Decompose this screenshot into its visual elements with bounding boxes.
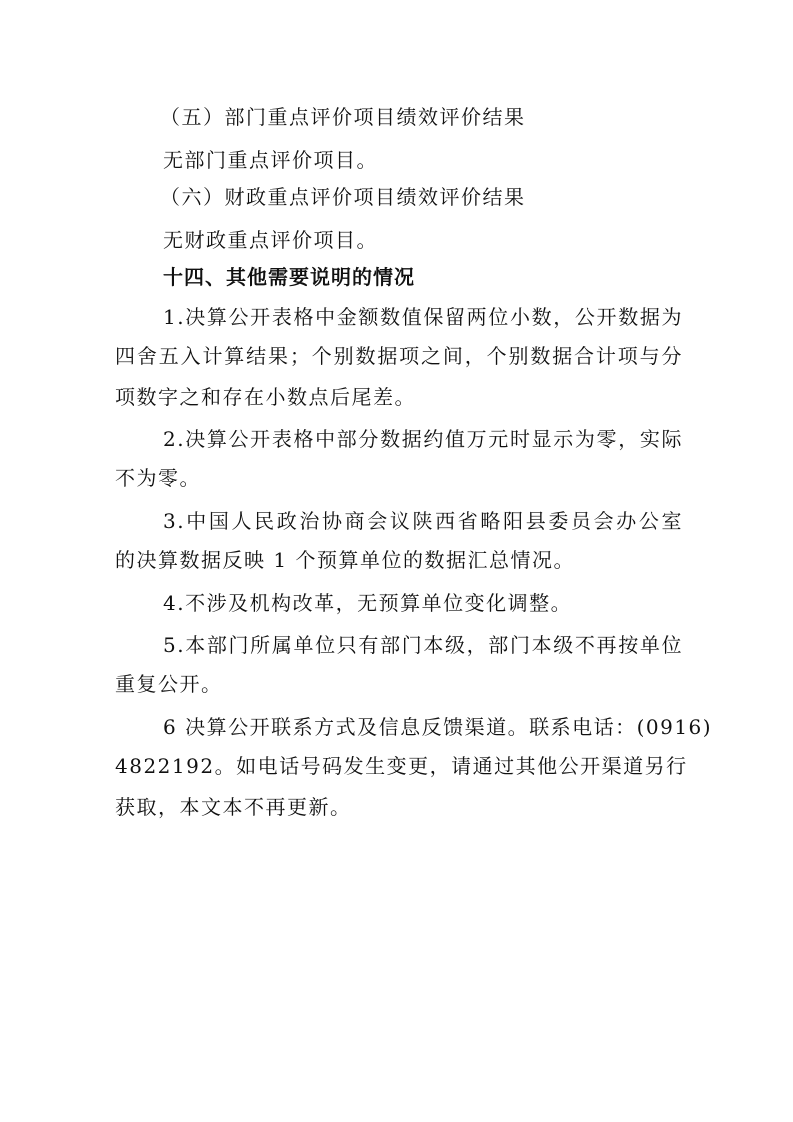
note-6-line-2: 4822192。如电话号码发生变更，请通过其他公开渠道另行 bbox=[115, 754, 688, 778]
note-1-line-2: 四舍五入计算结果；个别数据项之间，个别数据合计项与分 bbox=[115, 344, 683, 368]
note-4-line-1: 4.不涉及机构改革，无预算单位变化调整。 bbox=[163, 591, 573, 615]
note-3-line-1: 3.中国人民政治协商会议陕西省略阳县委员会办公室 bbox=[163, 509, 683, 533]
section-5-body: 无部门重点评价项目。 bbox=[163, 148, 378, 172]
note-1-line-1: 1.决算公开表格中金额数值保留两位小数，公开数据为 bbox=[163, 305, 683, 329]
note-6-line-1: 6 决算公开联系方式及信息反馈渠道。联系电话：(0916) bbox=[163, 715, 713, 739]
section-6-body: 无财政重点评价项目。 bbox=[163, 228, 378, 252]
section-14-heading: 十四、其他需要说明的情况 bbox=[163, 265, 415, 289]
note-2-line-2: 不为零。 bbox=[115, 466, 201, 490]
note-5-line-2: 重复公开。 bbox=[115, 672, 223, 696]
section-6-heading: （六）财政重点评价项目绩效评价结果 bbox=[160, 185, 526, 209]
note-6-line-3: 获取，本文本不再更新。 bbox=[115, 795, 352, 819]
note-5-line-1: 5.本部门所属单位只有部门本级，部门本级不再按单位 bbox=[163, 633, 683, 657]
section-5-heading: （五）部门重点评价项目绩效评价结果 bbox=[160, 105, 526, 129]
note-3-line-2: 的决算数据反映 1 个预算单位的数据汇总情况。 bbox=[115, 548, 575, 572]
note-1-line-3: 项数字之和存在小数点后尾差。 bbox=[115, 385, 416, 409]
note-2-line-1: 2.决算公开表格中部分数据约值万元时显示为零，实际 bbox=[163, 427, 683, 451]
